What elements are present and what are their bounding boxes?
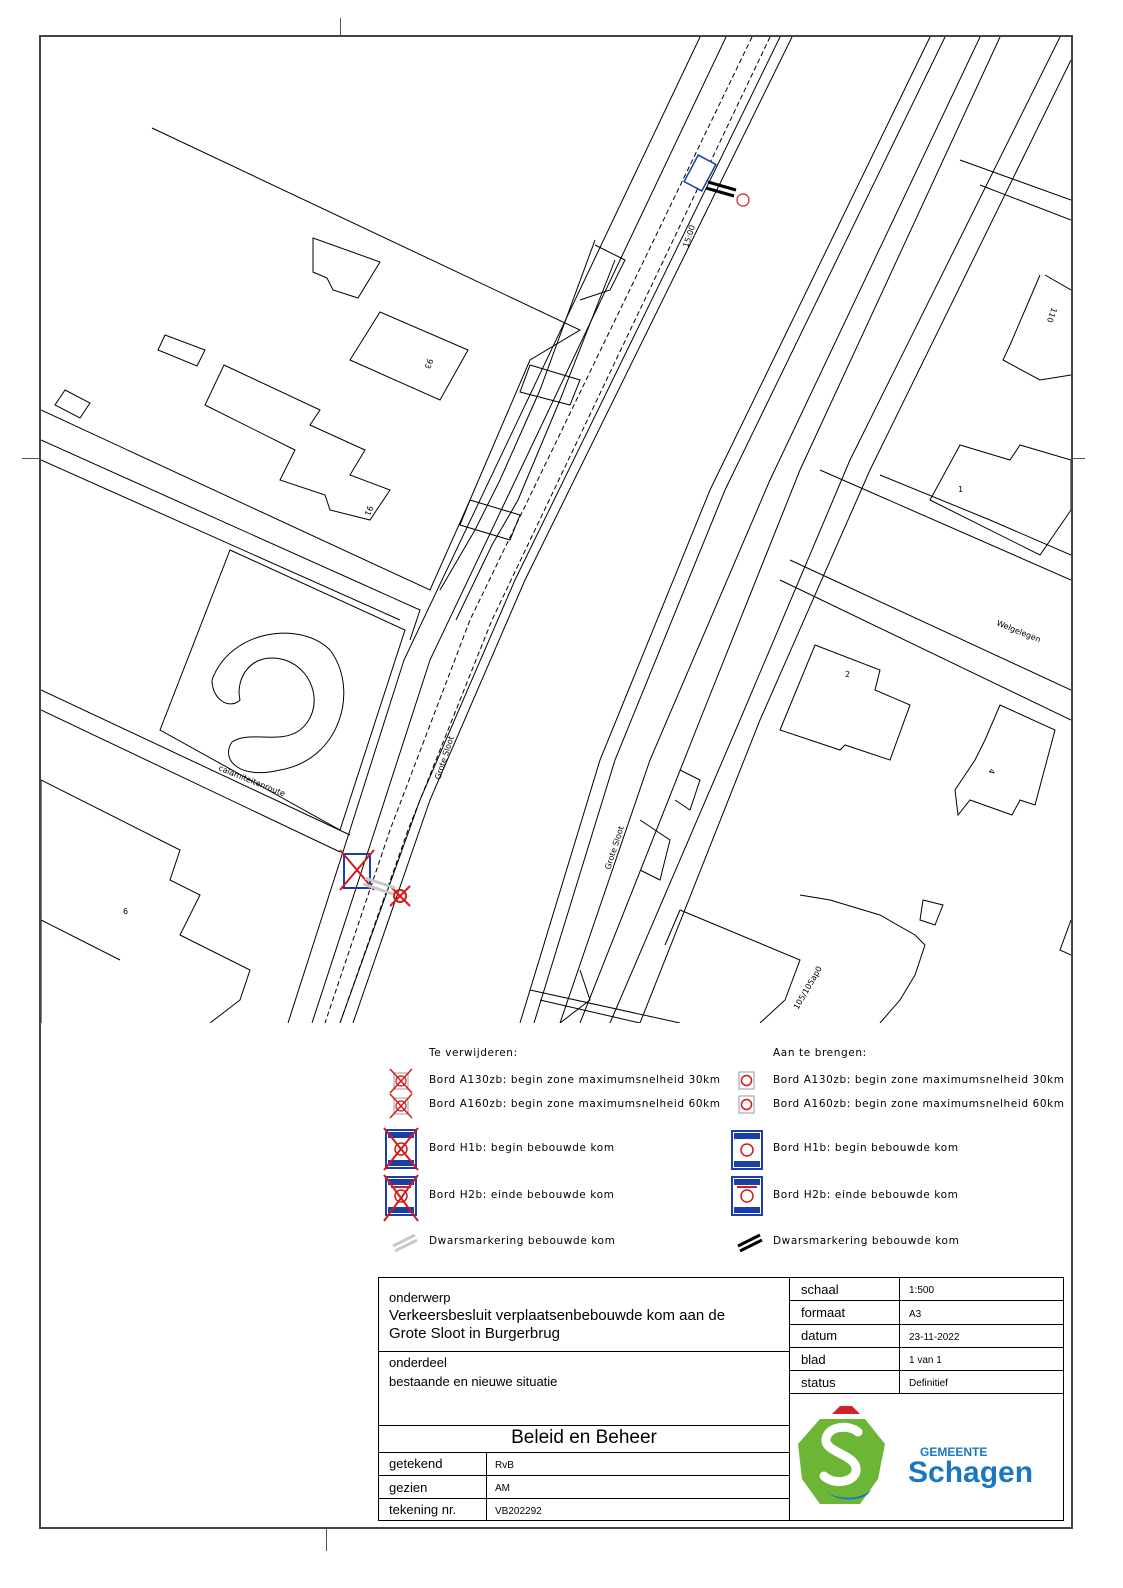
house-number: 2 (845, 670, 851, 679)
road-edge (520, 37, 930, 1023)
road-edge (353, 37, 792, 1023)
sheet-label: blad (801, 1352, 826, 1367)
street-label-welgelegen: Welgelegen (995, 618, 1043, 645)
gemeente-schagen-logo (790, 1394, 1065, 1520)
legend-remove-item: Bord A130zb: begin zone maximumsnelheid 30km (429, 1074, 721, 1086)
logo-name-text: Schagen (908, 1456, 1034, 1489)
format-value: A3 (909, 1309, 922, 1320)
centerline (325, 37, 752, 1023)
speed-60-sign-crossed-icon (388, 1092, 414, 1120)
subject-line2: Grote Sloot in Burgerbrug (389, 1325, 560, 1342)
legend-add-item: Bord H2b: einde bebouwde kom (773, 1189, 959, 1201)
sheet-value: 1 van 1 (909, 1355, 942, 1366)
part-label: onderdeel (389, 1355, 447, 1370)
speed-30-sign-icon (737, 1070, 757, 1092)
house-number: 93 (422, 357, 435, 370)
legend-remove-header: Te verwijderen: (429, 1047, 518, 1059)
street-label-grote-sloot: Grote Sloot (433, 734, 456, 781)
format-label: formaat (801, 1305, 846, 1320)
department: Beleid en Beheer (511, 1427, 657, 1448)
road-edge (534, 37, 945, 1023)
marking-grey-icon (390, 1232, 420, 1252)
legend-remove-item: Bord H1b: begin bebouwde kom (429, 1142, 615, 1154)
h1b-sign-icon (729, 1127, 765, 1173)
speed-60-sign-new-map (737, 194, 749, 206)
legend-remove-item: Dwarsmarkering bebouwde kom (429, 1235, 616, 1247)
date-value: 23-11-2022 (909, 1332, 960, 1343)
speed-30-sign-crossed-icon (388, 1067, 414, 1095)
speed-60-sign-icon (737, 1094, 757, 1116)
legend-add-item: Bord H1b: begin bebouwde kom (773, 1142, 959, 1154)
status-label: status (801, 1375, 836, 1390)
legend-remove-item: Bord H2b: einde bebouwde kom (429, 1189, 615, 1201)
h1b-sign-crossed-icon (383, 1126, 419, 1172)
drawn-label: getekend (389, 1456, 443, 1471)
marking-black-map (706, 182, 736, 196)
house-number: 4 (986, 767, 997, 776)
part-value: bestaande en nieuwe situatie (389, 1374, 558, 1389)
logo-top-text: GEMEENTE (920, 1445, 988, 1459)
house-number: 105/105ap0 (791, 964, 824, 1011)
date-label: datum (801, 1328, 838, 1343)
title-block (378, 1277, 1064, 1521)
house-number: 110 (1044, 306, 1059, 324)
road-edge (610, 37, 1060, 1023)
subject-line1: Verkeersbesluit verplaatsenbebouwde kom aan de (389, 1307, 726, 1324)
street-label-calamiteitenroute: calamiteitenroute (217, 763, 287, 799)
legend-add-item: Dwarsmarkering bebouwde kom (773, 1235, 960, 1247)
marking-black-icon (735, 1232, 765, 1252)
subject-label: onderwerp (389, 1290, 451, 1305)
road-edge (580, 37, 1000, 1023)
marking-grey-map (363, 878, 395, 894)
drawing-label: tekening nr. (389, 1502, 457, 1517)
scale-value: 1:500 (909, 1285, 935, 1296)
status-value: Definitief (909, 1378, 948, 1389)
house-number: 91 (362, 504, 375, 517)
drawn-value: RvB (495, 1460, 514, 1471)
house-number: 6 (123, 907, 129, 916)
road-edge (640, 60, 1071, 1023)
legend-add-header: Aan te brengen: (773, 1047, 867, 1059)
seen-label: gezien (389, 1480, 428, 1495)
sign-label: 15:00 (681, 223, 698, 249)
legend-add-item: Bord A160zb: begin zone maximumsnelheid 60km (773, 1098, 1065, 1110)
h2b-sign-crossed-icon (383, 1173, 419, 1223)
legend-remove-item: Bord A160zb: begin zone maximumsnelheid 60km (429, 1098, 721, 1110)
registration-tick (326, 1529, 327, 1551)
drawing-value: VB202292 (495, 1506, 542, 1517)
seen-value: AM (495, 1483, 510, 1494)
scale-label: schaal (801, 1282, 839, 1297)
road-edge (560, 37, 980, 1023)
road-edge (312, 37, 726, 1023)
h2b-sign-icon (729, 1173, 765, 1219)
house-number: 1 (958, 485, 964, 494)
street-label-grote-sloot: Grote Sloot (603, 824, 626, 871)
legend-add-item: Bord A130zb: begin zone maximumsnelheid 30km (773, 1074, 1065, 1086)
